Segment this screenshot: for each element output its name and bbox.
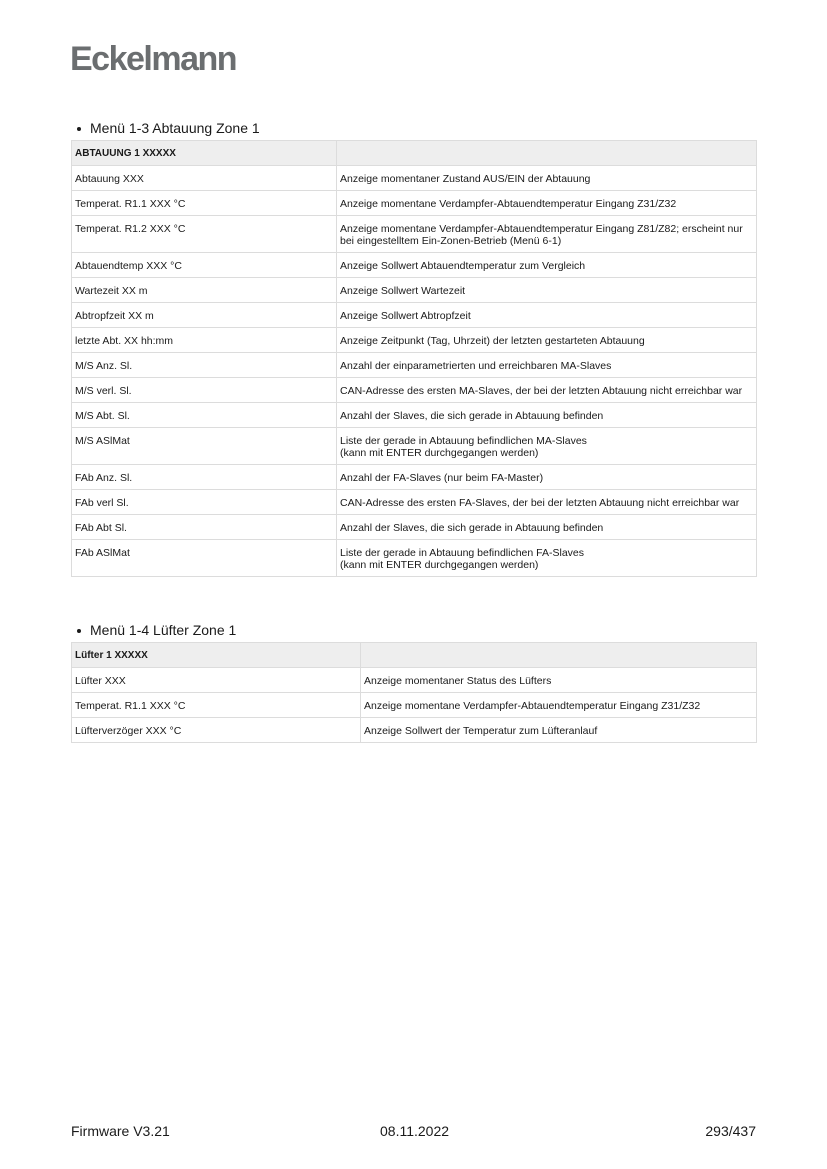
description-cell: Anzahl der Slaves, die sich gerade in Abtauung befinden [337, 515, 757, 540]
section-title-text: Menü 1-3 Abtauung Zone 1 [90, 120, 260, 136]
parameter-cell: Lüfter XXX [72, 668, 361, 693]
table-row [72, 253, 757, 278]
description-cell: Anzeige Sollwert Wartezeit [337, 278, 757, 303]
parameter-cell: Temperat. R1.1 XXX °C [72, 693, 361, 718]
footer-firmware: Firmware V3.21 [71, 1123, 170, 1139]
description-cell: Liste der gerade in Abtauung befindlichen MA-Slaves (kann mit ENTER durchgegangen werden) [337, 428, 757, 465]
luefter-table [71, 642, 757, 743]
parameter-cell: FAb verl Sl. [72, 490, 337, 515]
table-row [72, 490, 757, 515]
footer-page-number: 293/437 [705, 1123, 756, 1139]
description-cell: CAN-Adresse des ersten MA-Slaves, der bei der letzten Abtauung nicht erreichbar war [337, 378, 757, 403]
header-cell-parameter: ABTAUUNG 1 XXXXX [72, 141, 337, 166]
header-cell-parameter: Lüfter 1 XXXXX [72, 643, 361, 668]
parameter-cell: FAb ASlMat [72, 540, 337, 577]
footer-date: 08.11.2022 [380, 1123, 450, 1139]
parameter-cell: M/S Abt. Sl. [72, 403, 337, 428]
parameter-cell: letzte Abt. XX hh:mm [72, 328, 337, 353]
parameter-cell: Temperat. R1.2 XXX °C [72, 216, 337, 253]
parameter-cell: M/S ASlMat [72, 428, 337, 465]
table-row [72, 166, 757, 191]
description-cell: Anzeige Sollwert Abtauendtemperatur zum Vergleich [337, 253, 757, 278]
table-row [72, 693, 757, 718]
parameter-cell: Abtauendtemp XXX °C [72, 253, 337, 278]
description-cell: Anzeige Sollwert Abtropfzeit [337, 303, 757, 328]
parameter-cell: FAb Anz. Sl. [72, 465, 337, 490]
description-cell: Anzeige momentane Verdampfer-Abtauendtemperatur Eingang Z81/Z82; erscheint nur bei eingestelltem Ein-Zonen-Betrieb (Menü 6-1) [337, 216, 757, 253]
description-cell: Anzeige momentaner Status des Lüfters [361, 668, 757, 693]
parameter-cell: Wartezeit XX m [72, 278, 337, 303]
table-row [72, 216, 757, 253]
section-title [71, 622, 756, 639]
abtauung-table [71, 140, 757, 577]
description-cell: Anzahl der einparametrierten und erreichbaren MA-Slaves [337, 353, 757, 378]
section-title-text: Menü 1-4 Lüfter Zone 1 [90, 622, 237, 638]
header-cell-description [337, 141, 757, 166]
table-row [72, 328, 757, 353]
description-cell: Anzahl der FA-Slaves (nur beim FA-Master) [337, 465, 757, 490]
description-cell: Liste der gerade in Abtauung befindlichen FA-Slaves (kann mit ENTER durchgegangen werden) [337, 540, 757, 577]
table-row [72, 428, 757, 465]
table-row [72, 668, 757, 693]
parameter-cell: M/S verl. Sl. [72, 378, 337, 403]
description-cell: Anzeige Sollwert der Temperatur zum Lüfteranlauf [361, 718, 757, 743]
section-title [71, 120, 756, 137]
header-cell-description [361, 643, 757, 668]
bullet-icon [77, 629, 81, 633]
description-cell: Anzeige momentaner Zustand AUS/EIN der Abtauung [337, 166, 757, 191]
table-row [72, 540, 757, 577]
table-row [72, 718, 757, 743]
description-cell: Anzeige momentane Verdampfer-Abtauendtemperatur Eingang Z31/Z32 [337, 191, 757, 216]
description-cell: Anzeige momentane Verdampfer-Abtauendtemperatur Eingang Z31/Z32 [361, 693, 757, 718]
section-abtauung [71, 120, 756, 577]
parameter-cell: Abtauung XXX [72, 166, 337, 191]
table-header-row [72, 141, 757, 166]
table-header-row [72, 643, 757, 668]
table-row [72, 378, 757, 403]
description-cell: CAN-Adresse des ersten FA-Slaves, der bei der letzten Abtauung nicht erreichbar war [337, 490, 757, 515]
table-row [72, 465, 757, 490]
table-row [72, 515, 757, 540]
description-cell: Anzahl der Slaves, die sich gerade in Abtauung befinden [337, 403, 757, 428]
parameter-cell: Abtropfzeit XX m [72, 303, 337, 328]
parameter-cell: M/S Anz. Sl. [72, 353, 337, 378]
parameter-cell: FAb Abt Sl. [72, 515, 337, 540]
table-row [72, 353, 757, 378]
description-cell: Anzeige Zeitpunkt (Tag, Uhrzeit) der letzten gestarteten Abtauung [337, 328, 757, 353]
parameter-cell: Lüfterverzöger XXX °C [72, 718, 361, 743]
table-row [72, 278, 757, 303]
table-row [72, 191, 757, 216]
table-row [72, 403, 757, 428]
section-luefter [71, 622, 756, 743]
bullet-icon [77, 127, 81, 131]
company-logo: Eckelmann [70, 40, 237, 78]
table-row [72, 303, 757, 328]
parameter-cell: Temperat. R1.1 XXX °C [72, 191, 337, 216]
